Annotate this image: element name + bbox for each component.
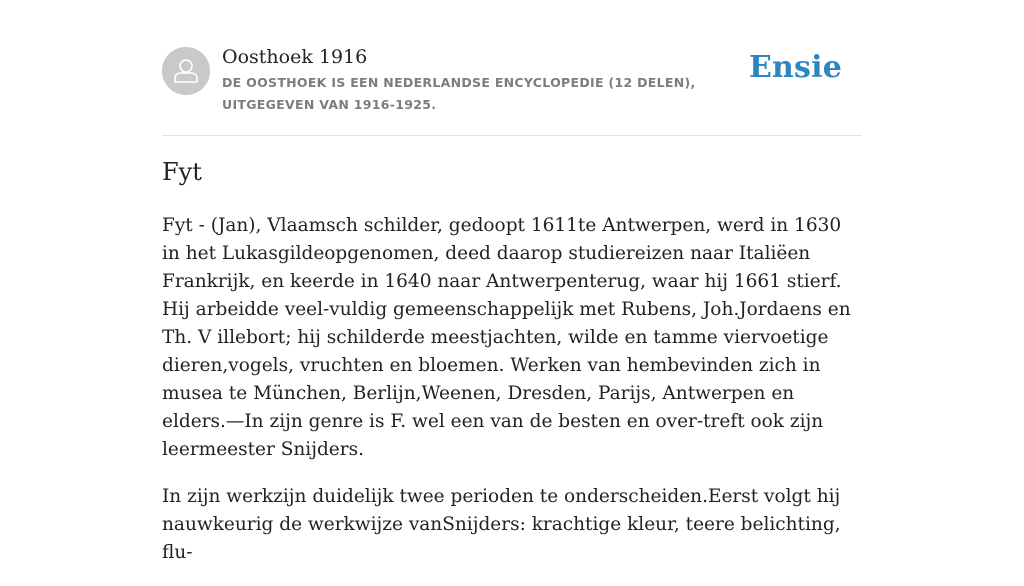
source-title[interactable]: Oosthoek 1916 bbox=[222, 46, 368, 68]
ensie-logo[interactable]: Ensie bbox=[748, 50, 842, 85]
user-icon bbox=[162, 47, 210, 95]
header-divider bbox=[162, 135, 862, 136]
source-header bbox=[162, 44, 862, 136]
avatar[interactable] bbox=[162, 47, 210, 95]
article-body bbox=[162, 212, 862, 586]
article-title: Fyt bbox=[162, 158, 202, 186]
source-description: DE OOSTHOEK IS EEN NEDERLANDSE ENCYCLOPEDIE (12 DELEN), UITGEGEVEN VAN 1916-1925. bbox=[222, 75, 696, 112]
article-paragraph: In zijn werkzijn duidelijk twee perioden te onderscheiden.Eerst volgt hij nauwkeurig de werkwijze vanSnijders: krachtige kleur, teere belichting, flu- bbox=[162, 486, 841, 563]
article-paragraph: Fyt - (Jan), Vlaamsch schilder, gedoopt 1611te Antwerpen, werd in 1630 in het Lukasgildeopgenomen, deed daarop studiereizen naar Italiëen Frankrijk, en keerde in 1640 naar Antwerpenterug, waar hij 1661 stierf. Hij arbeidde veel-vuldig gemeenschappelijk met Rubens, Joh.Jordaens en Th. V illebort; hij schilderde meestjachten, wilde en tamme viervoetige dieren,vogels, vruchten en bloemen. Werken van hembevinden zich in musea te München, Berlijn,Weenen, Dresden, Parijs, Antwerpen en elders.—In zijn genre is F. wel een van de besten en over-treft ook zijn leermeester Snijders. bbox=[162, 215, 851, 460]
